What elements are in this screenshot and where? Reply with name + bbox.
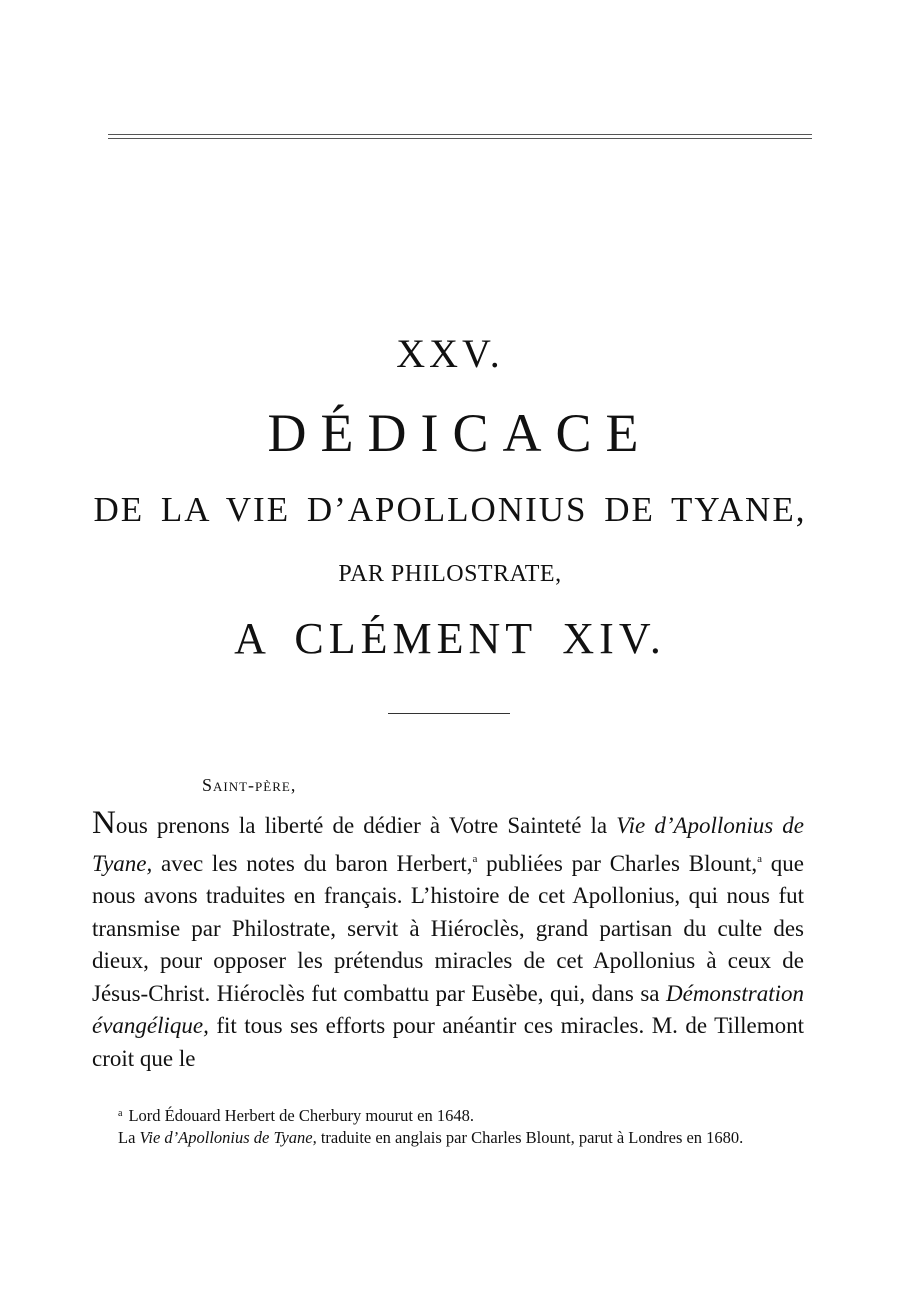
body-italic-title: Vie d’Apollonius de Tyane, <box>92 813 804 876</box>
chapter-numeral: XXV. <box>396 331 504 376</box>
page-title: DÉDICACE <box>267 403 653 463</box>
section-divider <box>388 713 510 714</box>
body-paragraph <box>92 805 804 1075</box>
top-double-rule <box>108 134 812 142</box>
body-text-3: publiées par Charles Blount, <box>477 850 758 876</box>
footnote-1-marker: a <box>118 1108 123 1119</box>
title-recipient: A CLÉMENT XIV. <box>234 614 666 663</box>
body-text-1: ous prenons la liberté de dédier à Votre Sainteté la <box>115 813 617 838</box>
footnote-1 <box>88 1103 804 1127</box>
body-italic-work: Démonstration évangélique, <box>92 980 804 1038</box>
drop-cap: N <box>92 805 116 841</box>
body-text-4: que nous avons traduites en français. L’histoire de cet Apollonius, qui nous fut transmise par Philostrate, servit à Hiéroclès, grand partisan du culte des dieux, pour opposer les prétendus miracles de cet Apollonius à ceux de Jésus-Christ. Hiéroclès fut combattu par Eusèbe, qui, dans sa <box>92 850 804 1006</box>
footnotes <box>88 1103 804 1149</box>
body-text-2: avec les notes du baron Herbert, <box>152 850 473 876</box>
footnote-2-text-1: La <box>118 1128 140 1147</box>
footnote-marker: a <box>472 852 478 865</box>
footnote-1-text: Lord Édouard Herbert de Cherbury mourut en 1648. <box>128 1106 474 1125</box>
title-subtitle: DE LA VIE D’APOLLONIUS DE TYANE, <box>93 490 807 529</box>
footnote-2 <box>88 1127 804 1149</box>
footnote-2-italic: Vie d’Apollonius de Tyane, <box>139 1128 317 1147</box>
footnote-marker: a <box>757 852 763 865</box>
body-text-5: fit tous ses efforts pour anéantir ces miracles. M. de Tillemont croit que le <box>92 1013 804 1071</box>
footnote-2-text-2: traduite en anglais par Charles Blount, parut à Londres en 1680. <box>316 1128 744 1147</box>
title-byline: PAR PHILOSTRATE, <box>338 561 562 587</box>
salutation: Saint-père, <box>202 775 297 795</box>
